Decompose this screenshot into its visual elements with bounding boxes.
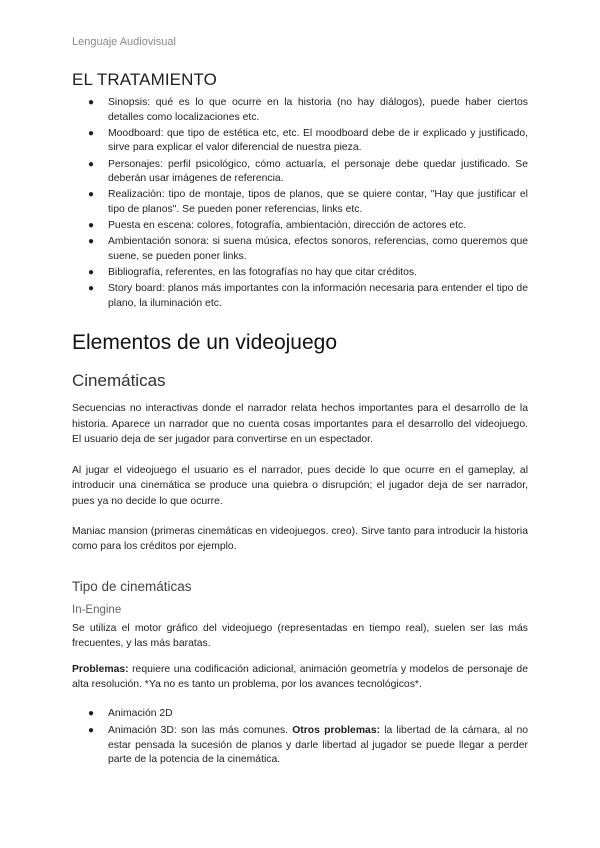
cinematicas-paragraph-3: Maniac mansion (primeras cinemáticas en videojuegos. creo). Sirve tanto para introducir la historia como para los créditos por ejemplo. [72, 525, 528, 553]
bullet-icon: ● [88, 127, 95, 139]
list-item: ● Puesta en escena: colores, fotografía, ambientación, dirección de actores etc. [72, 219, 528, 234]
cinematicas-paragraph-1: Secuencias no interactivas donde el narrador relata hechos importantes para el desarrollo de la historia. Aparece un narrador que no cuenta cosas importantes para el desarrollo del videojuego. El usuario deja de ser jugador para convertirse en un espectador. [72, 403, 528, 446]
cinematicas-heading: Cinemáticas [72, 371, 166, 391]
list-item: ● Bibliografía, referentes, en las fotografías no hay que citar créditos. [72, 266, 528, 281]
list-item: ● Realización: tipo de montaje, tipos de planos, que se quiere contar, "Hay que justificar el tipo de planos". Se pueden poner referencias, links etc. [88, 189, 528, 215]
list-item: ● Ambientación sonora: si suena música, efectos sonoros, referencias, como queremos que suene, se pueden poner links. [88, 236, 528, 262]
list-item: ● Animación 3D: son las más comunes. Otros problemas: la libertad de la cámara, al no estar pensada la sucesión de planos y darle libertad al jugador se puede llegar a perder parte de la potencia de la cinemática. [88, 724, 529, 766]
bullet-icon: ● [88, 97, 95, 108]
running-header: Lenguaje Audiovisual [72, 36, 176, 48]
list-item: ● Moodboard: que tipo de estética etc, etc. El moodboard debe de ir explicado y justificado, sirve para explicar el valor diferencial de nuestra pieza. [88, 127, 528, 154]
bullet-icon: ● [88, 220, 95, 232]
bullet-icon: ● [88, 267, 95, 279]
list-item: ● Animación 2D [72, 707, 528, 722]
bullet-icon: ● [88, 236, 95, 248]
in-engine-paragraph: Se utiliza el motor gráfico del videojuego (representadas en tiempo real), suelen ser las más frecuentes, y las más baratas. [72, 622, 528, 650]
list-item: ● Personajes: perfil psicológico, cómo actuaría, el personaje debe quedar justificado. Se deberán usar imágenes de referencia. [88, 158, 528, 185]
tratamiento-heading: EL TRATAMIENTO [72, 70, 217, 89]
problemas-text: requiere una codificación adicional, animación geometría y modelos de personaje de alta resolución. *Ya no es tanto un problema, por los avances tecnológicos*. [72, 663, 528, 690]
list-item: ● Story board: planos más importantes con la información necesaria para entender el tipo de plano, la iluminación etc. [88, 283, 528, 309]
problemas-paragraph [72, 662, 528, 693]
bullet-icon: ● [88, 283, 95, 295]
tratamiento-list [72, 96, 528, 311]
tipo-cinematicas-heading: Tipo de cinemáticas [72, 578, 192, 594]
animation-list [72, 707, 528, 767]
in-engine-heading: In-Engine [72, 603, 122, 616]
page-content [72, 66, 528, 770]
cinematicas-paragraph-2: Al jugar el videojuego el usuario es el narrador, pues decide lo que ocurre en el gameplay, al introducir una cinemática se produce una quiebra o disrupción; el jugador deja de ser narrador, pues ya no decide lo que ocurre. [72, 464, 528, 507]
bullet-icon: ● [88, 724, 95, 736]
bullet-icon: ● [88, 189, 95, 201]
bullet-icon: ● [88, 708, 95, 720]
elementos-heading: Elementos de un videojuego [72, 331, 338, 355]
bullet-icon: ● [88, 158, 95, 170]
list-item: ● Sinopsis: qué es lo que ocurre en la historia (no hay diálogos), puede haber ciertos detalles como localizaciones etc. [88, 97, 528, 123]
problemas-label: Problemas: [72, 663, 129, 675]
